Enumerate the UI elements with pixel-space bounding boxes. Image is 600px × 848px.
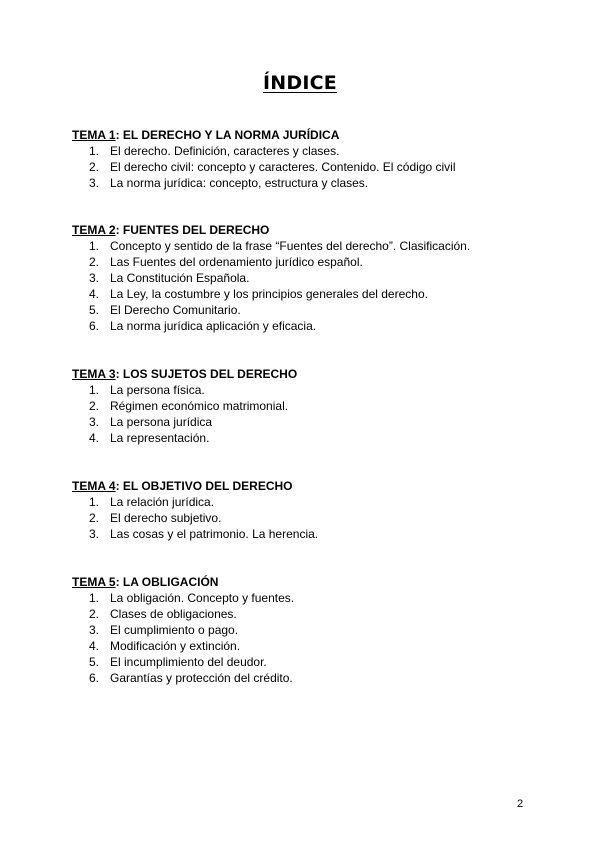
list-item	[72, 654, 542, 670]
section-heading	[72, 478, 542, 494]
item-text: Garantías y protección del crédito.	[110, 671, 293, 685]
list-item	[72, 494, 542, 510]
item-text: El derecho subjetivo.	[110, 511, 222, 525]
list-item	[72, 143, 542, 159]
item-number: 5.	[88, 655, 99, 669]
item-number: 3.	[88, 415, 99, 429]
item-number: 1.	[88, 144, 99, 158]
topic-list	[72, 382, 542, 446]
page-number: 2	[517, 798, 524, 810]
item-number: 1.	[88, 591, 99, 605]
item-text: La Constitución Española.	[110, 271, 250, 285]
item-text: La relación jurídica.	[110, 495, 215, 509]
item-text: Las Fuentes del ordenamiento jurídico español.	[110, 255, 363, 269]
item-text: Concepto y sentido de la frase “Fuentes del derecho”. Clasificación.	[110, 239, 471, 253]
list-item	[72, 286, 542, 302]
item-number: 2.	[88, 607, 99, 621]
list-item	[72, 510, 542, 526]
list-item	[72, 382, 542, 398]
page-title: ÍNDICE	[263, 72, 337, 94]
item-text: Las cosas y el patrimonio. La herencia.	[110, 527, 319, 541]
topic-list	[72, 494, 542, 542]
list-item	[72, 622, 542, 638]
item-text: El derecho. Definición, caracteres y clases.	[110, 144, 340, 158]
list-item	[72, 414, 542, 430]
list-item	[72, 159, 542, 175]
item-number: 3.	[88, 271, 99, 285]
item-text: El cumplimiento o pago.	[110, 623, 239, 637]
list-item	[72, 430, 542, 446]
item-number: 2.	[88, 399, 99, 413]
section-heading	[72, 127, 542, 143]
section-label: TEMA 3	[72, 367, 116, 381]
section-title: FUENTES DEL DERECHO	[119, 223, 270, 237]
list-item	[72, 590, 542, 606]
section-separator: :	[115, 479, 120, 493]
section-separator: :	[115, 128, 120, 142]
item-number: 3.	[88, 176, 99, 190]
item-number: 3.	[88, 527, 99, 541]
section-title: LA OBLIGACIÓN	[119, 575, 219, 589]
item-text: La norma jurídica aplicación y eficacia.	[110, 319, 317, 333]
item-number: 5.	[88, 303, 99, 317]
section-tema-5	[72, 574, 542, 686]
item-number: 1.	[88, 495, 99, 509]
section-title: EL DERECHO Y LA NORMA JURÍDICA	[119, 128, 340, 142]
section-title: LOS SUJETOS DEL DERECHO	[119, 367, 298, 381]
item-text: El derecho civil: concepto y caracteres. Contenido. El código civil	[110, 160, 456, 174]
section-tema-3	[72, 366, 542, 446]
section-heading	[72, 366, 542, 382]
list-item	[72, 318, 542, 334]
list-item	[72, 175, 542, 191]
item-number: 2.	[88, 160, 99, 174]
list-item	[72, 254, 542, 270]
list-item	[72, 526, 542, 542]
item-text: Modificación y extinción.	[110, 639, 241, 653]
item-number: 1.	[88, 383, 99, 397]
item-number: 6.	[88, 671, 99, 685]
item-number: 4.	[88, 639, 99, 653]
item-number: 2.	[88, 255, 99, 269]
section-label: TEMA 2	[72, 223, 116, 237]
section-tema-4	[72, 478, 542, 542]
item-number: 1.	[88, 239, 99, 253]
list-item	[72, 398, 542, 414]
item-number: 6.	[88, 319, 99, 333]
section-label: TEMA 5	[72, 575, 116, 589]
section-separator: :	[115, 575, 120, 589]
item-text: Régimen económico matrimonial.	[110, 399, 289, 413]
item-text: La representación.	[110, 431, 210, 445]
section-label: TEMA 4	[72, 479, 116, 493]
topic-list	[72, 590, 542, 686]
item-number: 3.	[88, 623, 99, 637]
item-text: La obligación. Concepto y fuentes.	[110, 591, 295, 605]
list-item	[72, 670, 542, 686]
section-tema-1	[72, 127, 542, 191]
item-text: El incumplimiento del deudor.	[110, 655, 267, 669]
topic-list	[72, 143, 542, 191]
section-label: TEMA 1	[72, 128, 116, 142]
section-separator: :	[115, 223, 120, 237]
item-text: La persona jurídica	[110, 415, 213, 429]
list-item	[72, 302, 542, 318]
list-item	[72, 606, 542, 622]
item-text: El Derecho Comunitario.	[110, 303, 241, 317]
section-title: EL OBJETIVO DEL DERECHO	[119, 479, 293, 493]
list-item	[72, 270, 542, 286]
item-number: 4.	[88, 287, 99, 301]
list-item	[72, 638, 542, 654]
section-heading	[72, 574, 542, 590]
item-text: Clases de obligaciones.	[110, 607, 237, 621]
section-tema-2	[72, 222, 542, 334]
section-heading	[72, 222, 542, 238]
item-text: La persona física.	[110, 383, 205, 397]
item-text: La norma jurídica: concepto, estructura y clases.	[110, 176, 369, 190]
item-number: 2.	[88, 511, 99, 525]
section-separator: :	[115, 367, 120, 381]
item-text: La Ley, la costumbre y los principios generales del derecho.	[110, 287, 428, 301]
topic-list	[72, 238, 542, 334]
item-number: 4.	[88, 431, 99, 445]
list-item	[72, 238, 542, 254]
